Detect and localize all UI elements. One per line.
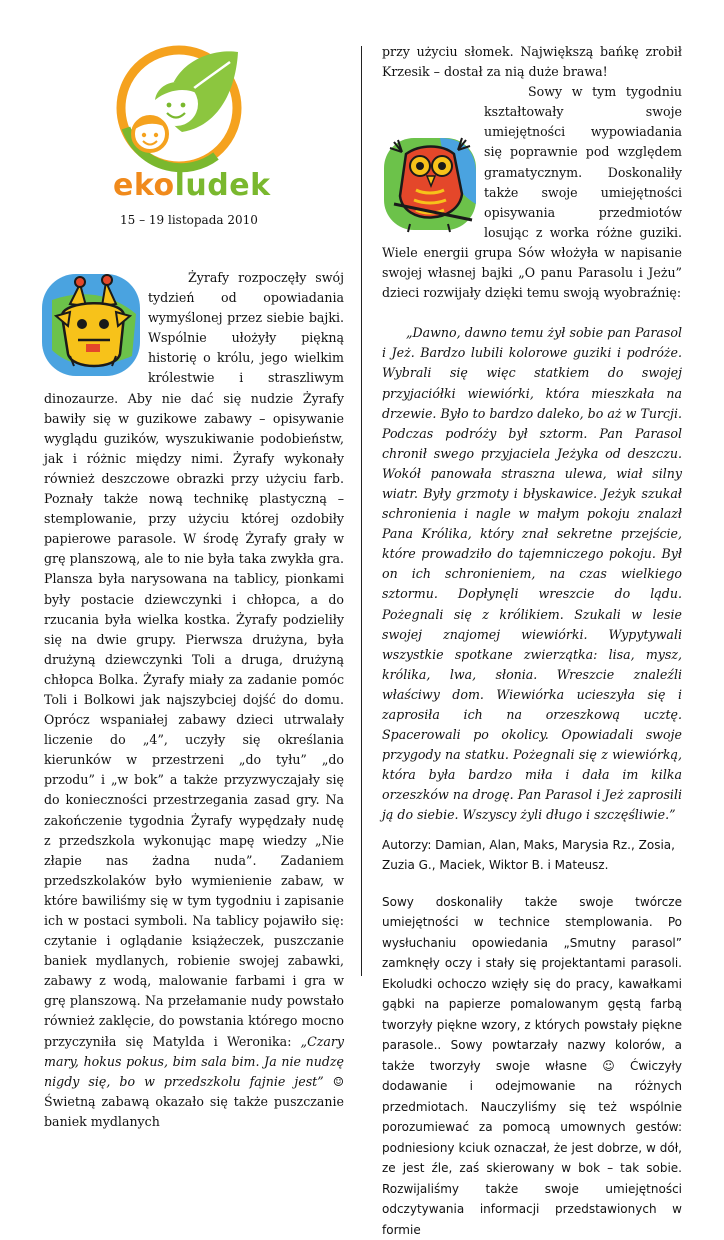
owl-illustration: [380, 134, 480, 234]
zyrafy-paragraph-end: ☺ Świetną zabawą okazało się także puszczanie baniek mydlanych: [44, 1073, 345, 1129]
fairy-tale-quote: „Dawno, dawno temu żył sobie pan Parasol i Jeż. Bardzo lubili kolorowe guziki i podróże. Wybrali się więc statkiem do swojej przyjaciółki wiewiórki, która mieszkała na drzewie. Było to bardzo daleko, bo aż w Turcji. Podczas podróży był sztorm. Pan Parasol chronił swego przyjaciela Jeżyka od deszczu. Wokół panowała straszna ulewa, wiał silny wiatr. Były grzmoty i błyskawice. Jeżyk szukał schronienia i nagle w małym pokoju znalazł Pana Królika, który znał sekretne przejście, które prowadziło do tajemniczego pokoju. Był on ich schronieniem, na czas wielkiego sztormu. Dopłynęli wreszcie do lądu. Pożegnali się z królikiem. Szukali w lesie swojej znajomej wiewiórki. Wypytywali wszystkie spotkane zwierzątka: lisa, mysz, królika, lwa, słonia. Wreszcie znaleźli właściwy dom. Wiewiórka ucieszyła się i zaprosiła ich na orzeszkową ucztę. Spacerowali po okolicy. Opowiadali swoje przygody na statku. Pożegnali się z wiewiórką, która była bardzo miła i dała im kilka orzeszków na drogę. Pan Parasol i Jeż zaprosili ją do siebie. Wszyscy żyli długo i szczęśliwie.”: [382, 325, 682, 823]
right-column: [382, 42, 682, 1240]
bubbles-paragraph: przy użyciu słomek. Największą bańkę zrobił Krzesik – dostał za nią duże brawa!: [382, 44, 682, 80]
giraffe-illustration: [40, 270, 144, 380]
sowy-paragraph: Sowy w tym tygodniu kształtowały swoje umiejętności wypowiadania się poprawnie pod względem gramatycznym. Doskonaliły także swoje umiejętności opisywania przedmiotów losując z worka różne guziki. Wiele energii grupa Sów włożyła w napisanie swojej własnej bajki „O panu Parasolu i Jeżu” dzieci rozwijały dzięki temu swoją wyobraźnię:: [382, 84, 682, 301]
authors-line: Autorzy: Damian, Alan, Maks, Marysia Rz., Zosia, Zuzia G., Maciek, Wiktor B. i Mateusz.: [382, 837, 675, 873]
sowy-stamping-paragraph: Sowy doskonaliły także swoje twórcze umiejętności w technice stemplowania. Po wysłuchaniu opowiedania „Smutny parasol” zamknęły oczy i stały się projektantami parasoli. Ekoludki ochoczo wzięły się do pracy, kawałkami gąbki na papierze pomalowanym gęstą farbą tworzyły piękne wzory, z których powstały piękne parasole.. Sowy powtarzały nazwy kolorów, a także tworzyły swoje własne ☺ Ćwiczyły dodawanie i odejmowanie na różnych przedmiotach. Nauczyliśmy się też wspólnie porozumiewać za pomocą umownych gestów: podniesiony kciuk oznaczał, że jest dobrze, w dół, ze jest źle, zaś skierowany w bok – tak sobie. Rozwijaliśmy także swoje umiejętności odczytywania informacji przedstawionych w formie: [382, 894, 682, 1237]
newsletter-date: 15 – 19 listopada 2010: [120, 213, 258, 227]
left-column: [44, 268, 344, 1132]
column-divider: [361, 46, 362, 976]
logo-wordmark: ekoludek: [113, 168, 271, 203]
zyrafy-paragraph: Żyrafy rozpoczęły swój tydzień od opowiadania wymyślonej przez siebie bajki. Wspólnie ułożyły piękną historię o królu, jego wielkim królestwie i straszliwym dinozaurze. Aby nie dać się nudzie Żyrafy bawiły się w guzikowe zabawy – opisywanie wyglądu guzików, wyszukiwanie podobieństw, jak i różnic między nimi. Żyrafy wykonały również deszczowe obrazki przy użyciu farb. Poznały także nową technikę plastyczną – stemplowanie, przy użyciu której ozdobiły papierowe parasole. W środę Żyrafy grały w grę planszową, ale to nie była taka zwykła gra. Plansza była narysowana na tablicy, pionkami były postacie dziewczynki i chłopca, a do rzucania była wielka kostka. Żyrafy podzieliły się na dwie grupy. Pierwsza drużyna, była drużyną dziewczynki Toli a druga, drużyną chłopca Bolka. Żyrafy miały za zadanie pomóc Toli i Bolkowi jak najszybciej dojść do domu. Oprócz wspaniałej zabawy dzieci utrwalały liczenie do „4”, uczyły się określania kierunków w przestrzeni „do tyłu” „do przodu” i „w bok” a także przyzwyczajały się do konieczności przestrzegania zasad gry. Na zakończenie tygodnia Żyrafy wypędzały nudę z przedszkola wykonując mapę wiedzy „Nie złapie nas żadna nuda”. Zadaniem przedszkolaków było wymienienie zabaw, w które bawiliśmy się w tym tygodniu i zapisanie ich w postaci symboli. Na tablicy pojawiło się: czytanie i oglądanie książeczek, puszczanie baniek mydlanych, robienie swojej zabawki, zabawy z wodą, malowanie farbami i gra w grę planszową. Na przełamanie nudy powstało również zaklęcie, do powstania którego mocno przyczyniła się Matylda i Weronika:: [44, 270, 344, 1049]
spell-quote: „Czary mary, hokus pokus, bim sala bim. Ja nie nudzę nigdy się, bo w przedszkolu fajnie jest”: [44, 1033, 344, 1089]
